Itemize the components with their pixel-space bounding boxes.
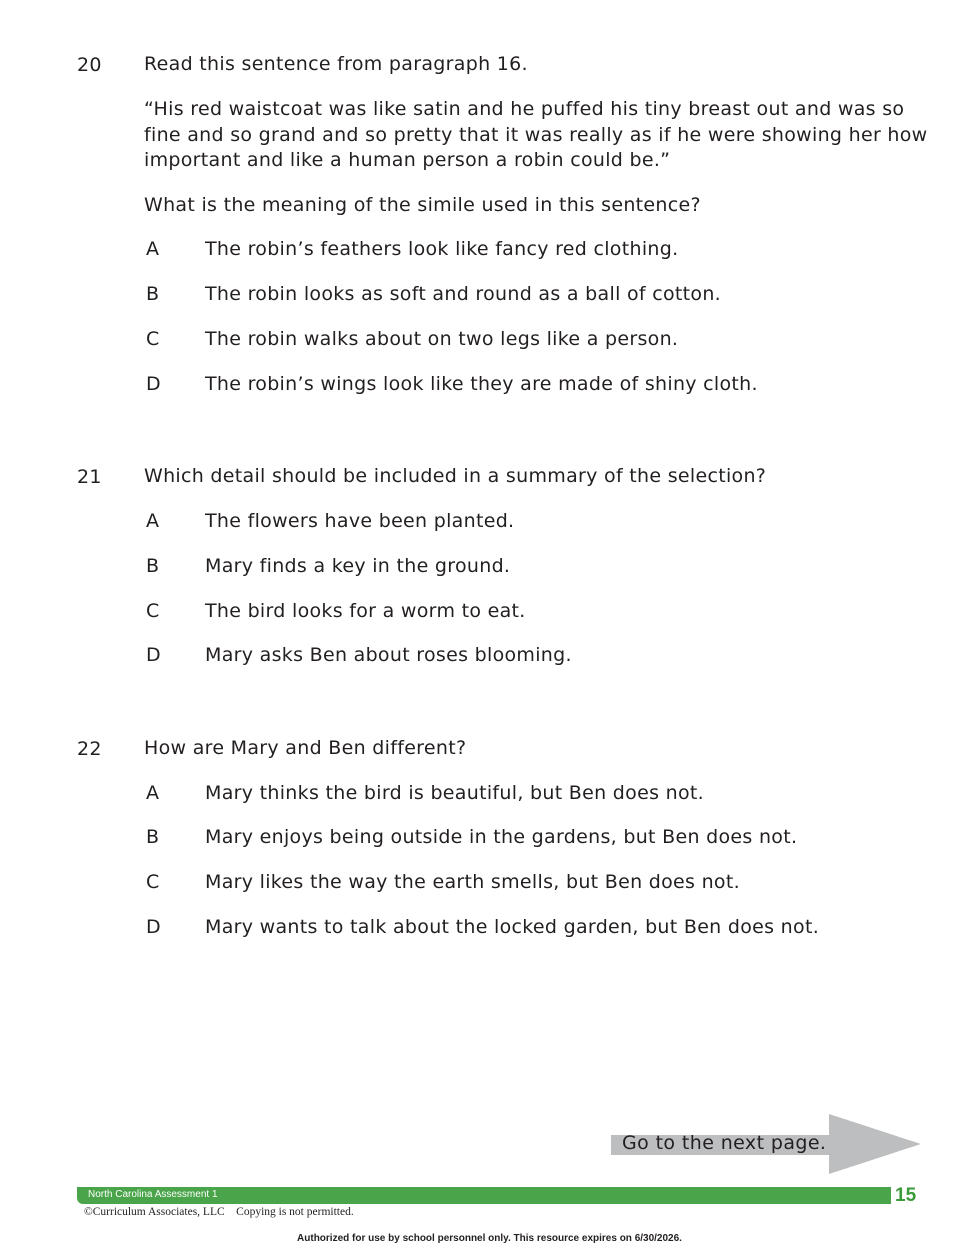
option-letter: D — [146, 916, 161, 938]
option-letter: B — [146, 826, 160, 848]
option-letter: A — [146, 238, 159, 260]
option-text: Mary likes the way the earth smells, but Ben does not. — [205, 871, 740, 893]
answer-option-b[interactable] — [0, 826, 979, 852]
question-number: 21 — [77, 466, 102, 488]
option-letter: B — [146, 283, 160, 305]
authorization-notice: Authorized for use by school personnel only. This resource expires on 6/30/2026. — [297, 1233, 682, 1244]
option-letter: A — [146, 782, 159, 804]
next-page-indicator[interactable] — [611, 1114, 921, 1174]
option-letter: B — [146, 555, 160, 577]
copyright-notice: ©Curriculum Associates, LLC Copying is not permitted. — [84, 1206, 354, 1218]
option-letter: C — [146, 871, 160, 893]
option-text: The robin’s wings look like they are made of shiny cloth. — [205, 373, 758, 395]
option-letter: D — [146, 644, 161, 666]
option-letter: C — [146, 600, 160, 622]
option-text: The robin looks as soft and round as a ball of cotton. — [205, 283, 722, 305]
footer-bar — [77, 1187, 891, 1204]
question-prompt: Read this sentence from paragraph 16. — [144, 53, 528, 75]
option-text: The robin walks about on two legs like a person. — [205, 328, 679, 350]
question-text: Which detail should be included in a summary of the selection? — [144, 465, 767, 487]
answer-option-b[interactable] — [0, 283, 979, 309]
assessment-name: North Carolina Assessment 1 — [88, 1189, 218, 1200]
option-text: Mary finds a key in the ground. — [205, 555, 511, 577]
next-page-label: Go to the next page. — [622, 1132, 827, 1154]
question-text: What is the meaning of the simile used in this sentence? — [144, 194, 701, 216]
answer-option-a[interactable] — [0, 238, 979, 264]
option-text: Mary asks Ben about roses blooming. — [205, 644, 572, 666]
answer-option-c[interactable] — [0, 328, 979, 354]
option-text: The bird looks for a worm to eat. — [205, 600, 526, 622]
answer-option-b[interactable] — [0, 555, 979, 581]
option-text: Mary wants to talk about the locked garden, but Ben does not. — [205, 916, 820, 938]
question-number: 22 — [77, 738, 102, 760]
option-text: The robin’s feathers look like fancy red clothing. — [205, 238, 679, 260]
option-text: The flowers have been planted. — [205, 510, 515, 532]
answer-option-c[interactable] — [0, 871, 979, 897]
question-text: How are Mary and Ben different? — [144, 737, 467, 759]
answer-option-a[interactable] — [0, 510, 979, 536]
option-letter: A — [146, 510, 159, 532]
option-letter: D — [146, 373, 161, 395]
answer-option-a[interactable] — [0, 782, 979, 808]
answer-option-d[interactable] — [0, 373, 979, 399]
answer-option-c[interactable] — [0, 600, 979, 626]
page-number: 15 — [895, 1185, 917, 1206]
quoted-sentence: “His red waistcoat was like satin and he puffed his tiny breast out and was so fine and so grand and so pretty that it was really as if he were showing her how important and like a human person a robin could be.” — [144, 98, 928, 171]
option-text: Mary thinks the bird is beautiful, but Ben does not. — [205, 782, 704, 804]
option-text: Mary enjoys being outside in the gardens, but Ben does not. — [205, 826, 798, 848]
question-number: 20 — [77, 54, 102, 76]
answer-option-d[interactable] — [0, 644, 979, 670]
option-letter: C — [146, 328, 160, 350]
answer-option-d[interactable] — [0, 916, 979, 942]
